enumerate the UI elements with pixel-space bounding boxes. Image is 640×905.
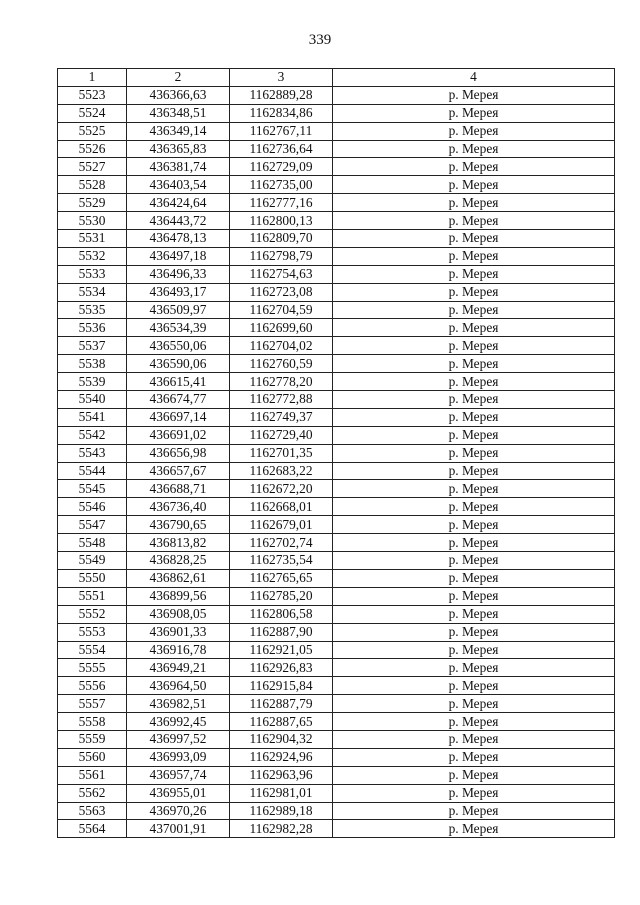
description-cell: р. Мерея [333,713,615,731]
point-number-cell: 5551 [58,587,127,605]
description-cell: р. Мерея [333,480,615,498]
page-number: 339 [308,32,332,48]
x-coordinate-cell: 436899,56 [127,587,230,605]
point-number-cell: 5558 [58,713,127,731]
y-coordinate-cell: 1162735,00 [230,176,333,194]
coordinates-table [57,68,615,838]
y-coordinate-cell: 1162806,58 [230,605,333,623]
point-number-cell: 5560 [58,748,127,766]
y-coordinate-cell: 1162921,05 [230,641,333,659]
description-cell: р. Мерея [333,283,615,301]
table-row [58,587,615,605]
table-row [58,820,615,838]
x-coordinate-cell: 436949,21 [127,659,230,677]
y-coordinate-cell: 1162729,40 [230,426,333,444]
x-coordinate-cell: 436615,41 [127,373,230,391]
y-coordinate-cell: 1162701,35 [230,444,333,462]
description-cell: р. Мерея [333,212,615,230]
y-coordinate-cell: 1162729,09 [230,158,333,176]
table-row [58,534,615,552]
y-coordinate-cell: 1162981,01 [230,784,333,802]
x-coordinate-cell: 436691,02 [127,426,230,444]
table-row [58,337,615,355]
table-row [58,212,615,230]
y-coordinate-cell: 1162749,37 [230,408,333,426]
table-row [58,713,615,731]
x-coordinate-cell: 436496,33 [127,265,230,283]
point-number-cell: 5539 [58,373,127,391]
description-cell: р. Мерея [333,802,615,820]
point-number-cell: 5540 [58,391,127,409]
table-row [58,605,615,623]
description-cell: р. Мерея [333,230,615,248]
y-coordinate-cell: 1162809,70 [230,230,333,248]
table-row [58,516,615,534]
x-coordinate-cell: 436366,63 [127,86,230,104]
table-row [58,480,615,498]
x-coordinate-cell: 436381,74 [127,158,230,176]
x-coordinate-cell: 436424,64 [127,194,230,212]
y-coordinate-cell: 1162702,74 [230,534,333,552]
column-header-1: 1 [58,69,127,87]
y-coordinate-cell: 1162926,83 [230,659,333,677]
description-cell: р. Мерея [333,695,615,713]
y-coordinate-cell: 1162765,65 [230,569,333,587]
x-coordinate-cell: 436828,25 [127,552,230,570]
description-cell: р. Мерея [333,301,615,319]
description-cell: р. Мерея [333,337,615,355]
description-cell: р. Мерея [333,605,615,623]
point-number-cell: 5554 [58,641,127,659]
y-coordinate-cell: 1162672,20 [230,480,333,498]
description-cell: р. Мерея [333,659,615,677]
point-number-cell: 5526 [58,140,127,158]
point-number-cell: 5552 [58,605,127,623]
x-coordinate-cell: 436509,97 [127,301,230,319]
y-coordinate-cell: 1162699,60 [230,319,333,337]
table-header [58,69,615,87]
y-coordinate-cell: 1162834,86 [230,104,333,122]
point-number-cell: 5544 [58,462,127,480]
table-row [58,623,615,641]
x-coordinate-cell: 436964,50 [127,677,230,695]
description-cell: р. Мерея [333,784,615,802]
y-coordinate-cell: 1162889,28 [230,86,333,104]
description-cell: р. Мерея [333,158,615,176]
description-cell: р. Мерея [333,516,615,534]
table-row [58,247,615,265]
column-header-2: 2 [127,69,230,87]
point-number-cell: 5538 [58,355,127,373]
y-coordinate-cell: 1162754,63 [230,265,333,283]
x-coordinate-cell: 436688,71 [127,480,230,498]
x-coordinate-cell: 436813,82 [127,534,230,552]
description-cell: р. Мерея [333,176,615,194]
table-row [58,569,615,587]
x-coordinate-cell: 436590,06 [127,355,230,373]
point-number-cell: 5559 [58,730,127,748]
point-number-cell: 5536 [58,319,127,337]
description-cell: р. Мерея [333,265,615,283]
point-number-cell: 5542 [58,426,127,444]
description-cell: р. Мерея [333,247,615,265]
description-cell: р. Мерея [333,355,615,373]
table-row [58,659,615,677]
point-number-cell: 5549 [58,552,127,570]
table-row [58,802,615,820]
description-cell: р. Мерея [333,766,615,784]
y-coordinate-cell: 1162785,20 [230,587,333,605]
x-coordinate-cell: 436901,33 [127,623,230,641]
point-number-cell: 5548 [58,534,127,552]
table-row [58,140,615,158]
description-cell: р. Мерея [333,426,615,444]
y-coordinate-cell: 1162736,64 [230,140,333,158]
x-coordinate-cell: 436862,61 [127,569,230,587]
description-cell: р. Мерея [333,623,615,641]
point-number-cell: 5528 [58,176,127,194]
table-row [58,498,615,516]
description-cell: р. Мерея [333,104,615,122]
point-number-cell: 5534 [58,283,127,301]
y-coordinate-cell: 1162772,88 [230,391,333,409]
point-number-cell: 5527 [58,158,127,176]
x-coordinate-cell: 436992,45 [127,713,230,731]
x-coordinate-cell: 436970,26 [127,802,230,820]
description-cell: р. Мерея [333,391,615,409]
y-coordinate-cell: 1162798,79 [230,247,333,265]
point-number-cell: 5531 [58,230,127,248]
column-header-3: 3 [230,69,333,87]
y-coordinate-cell: 1162704,02 [230,337,333,355]
point-number-cell: 5556 [58,677,127,695]
point-number-cell: 5545 [58,480,127,498]
point-number-cell: 5541 [58,408,127,426]
point-number-cell: 5537 [58,337,127,355]
description-cell: р. Мерея [333,462,615,480]
x-coordinate-cell: 436534,39 [127,319,230,337]
header-row [58,69,615,87]
y-coordinate-cell: 1162704,59 [230,301,333,319]
x-coordinate-cell: 436908,05 [127,605,230,623]
point-number-cell: 5533 [58,265,127,283]
table-row [58,462,615,480]
table-row [58,301,615,319]
x-coordinate-cell: 437001,91 [127,820,230,838]
x-coordinate-cell: 436982,51 [127,695,230,713]
point-number-cell: 5563 [58,802,127,820]
description-cell: р. Мерея [333,569,615,587]
x-coordinate-cell: 436497,18 [127,247,230,265]
x-coordinate-cell: 436443,72 [127,212,230,230]
description-cell: р. Мерея [333,552,615,570]
x-coordinate-cell: 436955,01 [127,784,230,802]
y-coordinate-cell: 1162668,01 [230,498,333,516]
description-cell: р. Мерея [333,730,615,748]
x-coordinate-cell: 436403,54 [127,176,230,194]
y-coordinate-cell: 1162887,79 [230,695,333,713]
y-coordinate-cell: 1162767,11 [230,122,333,140]
table-row [58,122,615,140]
description-cell: р. Мерея [333,748,615,766]
y-coordinate-cell: 1162778,20 [230,373,333,391]
table-row [58,355,615,373]
x-coordinate-cell: 436349,14 [127,122,230,140]
point-number-cell: 5550 [58,569,127,587]
table-row [58,426,615,444]
table-row [58,408,615,426]
table-row [58,104,615,122]
point-number-cell: 5546 [58,498,127,516]
point-number-cell: 5561 [58,766,127,784]
description-cell: р. Мерея [333,820,615,838]
point-number-cell: 5555 [58,659,127,677]
x-coordinate-cell: 436550,06 [127,337,230,355]
table-row [58,552,615,570]
description-cell: р. Мерея [333,641,615,659]
y-coordinate-cell: 1162904,32 [230,730,333,748]
point-number-cell: 5564 [58,820,127,838]
y-coordinate-cell: 1162760,59 [230,355,333,373]
point-number-cell: 5532 [58,247,127,265]
point-number-cell: 5529 [58,194,127,212]
point-number-cell: 5524 [58,104,127,122]
point-number-cell: 5547 [58,516,127,534]
table-row [58,283,615,301]
table-row [58,784,615,802]
y-coordinate-cell: 1162915,84 [230,677,333,695]
description-cell: р. Мерея [333,534,615,552]
y-coordinate-cell: 1162777,16 [230,194,333,212]
y-coordinate-cell: 1162800,13 [230,212,333,230]
point-number-cell: 5562 [58,784,127,802]
table-row [58,748,615,766]
x-coordinate-cell: 436493,17 [127,283,230,301]
x-coordinate-cell: 436478,13 [127,230,230,248]
x-coordinate-cell: 436997,52 [127,730,230,748]
point-number-cell: 5543 [58,444,127,462]
y-coordinate-cell: 1162963,96 [230,766,333,784]
y-coordinate-cell: 1162982,28 [230,820,333,838]
y-coordinate-cell: 1162735,54 [230,552,333,570]
y-coordinate-cell: 1162989,18 [230,802,333,820]
description-cell: р. Мерея [333,86,615,104]
x-coordinate-cell: 436736,40 [127,498,230,516]
table-row [58,230,615,248]
y-coordinate-cell: 1162887,65 [230,713,333,731]
table-row [58,373,615,391]
x-coordinate-cell: 436348,51 [127,104,230,122]
point-number-cell: 5557 [58,695,127,713]
y-coordinate-cell: 1162887,90 [230,623,333,641]
x-coordinate-cell: 436957,74 [127,766,230,784]
description-cell: р. Мерея [333,373,615,391]
x-coordinate-cell: 436697,14 [127,408,230,426]
table-row [58,86,615,104]
x-coordinate-cell: 436674,77 [127,391,230,409]
description-cell: р. Мерея [333,677,615,695]
table-row [58,730,615,748]
point-number-cell: 5553 [58,623,127,641]
table-row [58,444,615,462]
table-row [58,695,615,713]
table-row [58,391,615,409]
x-coordinate-cell: 436790,65 [127,516,230,534]
table-row [58,677,615,695]
table-row [58,319,615,337]
description-cell: р. Мерея [333,408,615,426]
y-coordinate-cell: 1162924,96 [230,748,333,766]
table-row [58,194,615,212]
point-number-cell: 5523 [58,86,127,104]
description-cell: р. Мерея [333,587,615,605]
table-row [58,766,615,784]
table-row [58,265,615,283]
x-coordinate-cell: 436656,98 [127,444,230,462]
x-coordinate-cell: 436657,67 [127,462,230,480]
point-number-cell: 5525 [58,122,127,140]
description-cell: р. Мерея [333,122,615,140]
x-coordinate-cell: 436993,09 [127,748,230,766]
column-header-4: 4 [333,69,615,87]
description-cell: р. Мерея [333,319,615,337]
table-row [58,176,615,194]
point-number-cell: 5535 [58,301,127,319]
y-coordinate-cell: 1162683,22 [230,462,333,480]
description-cell: р. Мерея [333,140,615,158]
point-number-cell: 5530 [58,212,127,230]
description-cell: р. Мерея [333,194,615,212]
x-coordinate-cell: 436365,83 [127,140,230,158]
x-coordinate-cell: 436916,78 [127,641,230,659]
y-coordinate-cell: 1162679,01 [230,516,333,534]
description-cell: р. Мерея [333,498,615,516]
table-body [58,86,615,837]
table-row [58,641,615,659]
description-cell: р. Мерея [333,444,615,462]
y-coordinate-cell: 1162723,08 [230,283,333,301]
table-row [58,158,615,176]
